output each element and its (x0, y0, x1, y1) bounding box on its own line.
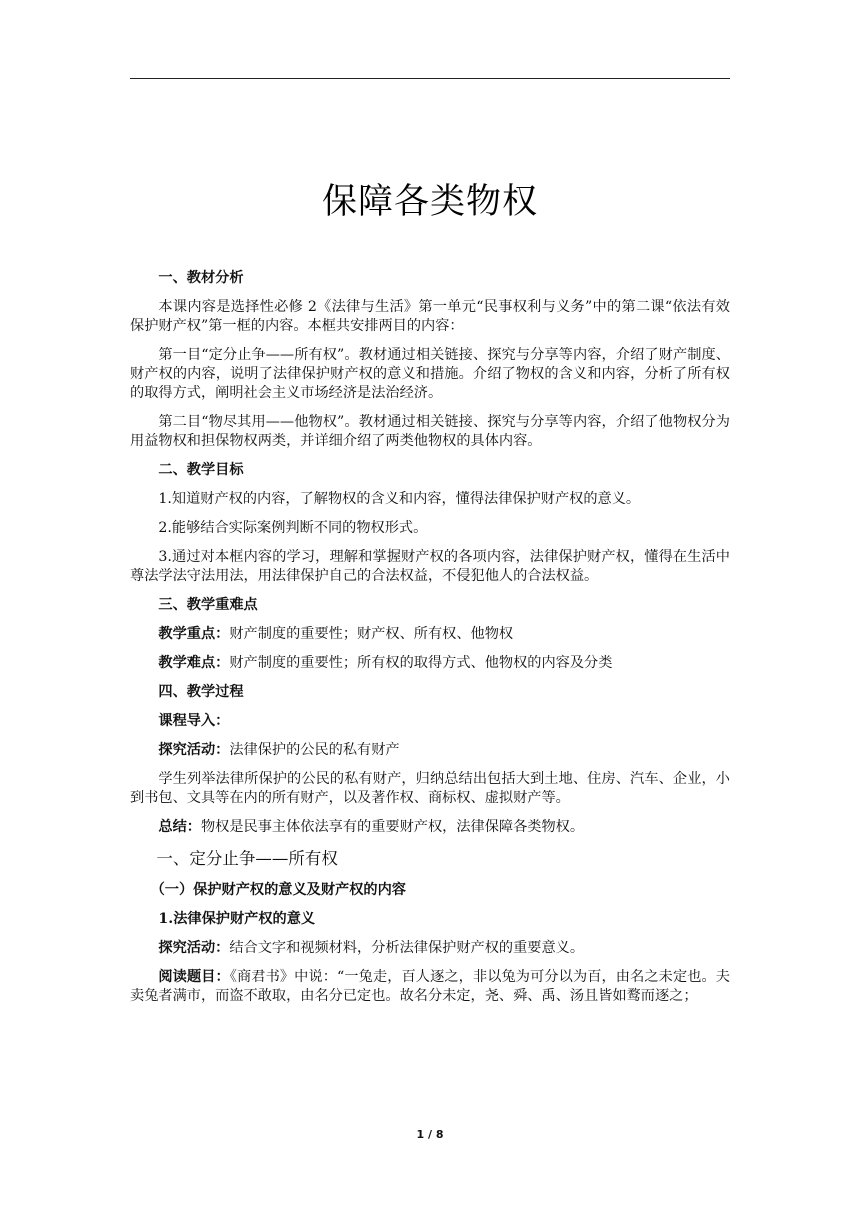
reading-question-line (130, 963, 730, 1011)
explore-activity-2-label: 探究活动： (158, 940, 230, 956)
point-heading-significance: 1.法律保护财产权的意义 (158, 911, 316, 927)
chapter-heading-ownership: 一、定分止争——所有权 (156, 849, 338, 868)
summary-text: 物权是民事主体依法享有的重要财产权，法律保障各类物权。 (200, 819, 585, 835)
course-intro-heading: 课程导入： (158, 713, 230, 729)
summary-line (130, 813, 730, 842)
subsection-heading-property-rights: （一）保护财产权的意义及财产权的内容 (150, 882, 406, 898)
explore-activity-line (130, 736, 730, 765)
key-point-text: 财产制度的重要性；财产权、所有权、他物权 (229, 626, 514, 642)
difficult-point-text: 财产制度的重要性；所有权的取得方式、他物权的内容及分类 (229, 655, 613, 671)
explore-activity-text: 法律保护的公民的私有财产 (229, 742, 400, 758)
reading-question-text: 《商君书》中说：“一兔走，百人逐之，非以兔为可分以为百，由名之未定也。夫卖兔者满市，而盗不敢取，由名分已定也。故名分未定，尧、舜、禹、汤且皆如鹜而逐之； (130, 969, 730, 1004)
section-heading-key-points: 三、教学重难点 (158, 597, 258, 613)
difficult-point-label: 教学难点： (158, 655, 230, 671)
document-body (130, 264, 730, 1011)
section-heading-teaching-process: 四、教学过程 (158, 684, 244, 700)
summary-label: 总结： (158, 819, 201, 835)
section-heading-teaching-goals: 二、教学目标 (158, 462, 244, 478)
difficult-point-line (130, 649, 730, 678)
key-point-label: 教学重点： (158, 626, 230, 642)
document-title: 保障各类物权 (321, 182, 538, 222)
explore-activity-2-line (130, 934, 730, 963)
goal-item-1: 1.知道财产权的内容，了解物权的含义和内容，懂得法律保护财产权的意义。 (158, 491, 641, 507)
explore-activity-2-text: 结合文字和视频材料，分析法律保护财产权的重要意义。 (229, 940, 585, 956)
explore-activity-label: 探究活动： (158, 742, 230, 758)
paragraph-first-item: 第一目“定分止争——所有权”。教材通过相关链接、探究与分享等内容，介绍了财产制度、财产权的内容，说明了法律保护财产权的意义和措施。介绍了物权的含义和内容，分析了所有权的取得方式，阐明社会主义市场经济是法治经济。 (130, 347, 730, 401)
page-number: 1 / 8 (416, 1128, 444, 1141)
goal-item-2: 2.能够结合实际案例判断不同的物权形式。 (158, 520, 428, 536)
reading-question-label: 阅读题目： (158, 969, 230, 985)
paragraph-second-item: 第二目“物尽其用——他物权”。教材通过相关链接、探究与分享等内容，介绍了他物权分为用益物权和担保物权两类，并详细介绍了两类他物权的具体内容。 (130, 414, 730, 449)
goal-item-3: 3.通过对本框内容的学习，理解和掌握财产权的各项内容，法律保护财产权，懂得在生活中尊法学法守法用法，用法律保护自己的合法权益，不侵犯他人的合法权益。 (130, 549, 730, 584)
paragraph-student-list: 学生列举法律所保护的公民的私有财产，归纳总结出包括大到土地、住房、汽车、企业，小到书包、文具等在内的所有财产，以及著作权、商标权、虚拟财产等。 (130, 771, 730, 806)
header-rule (130, 78, 730, 79)
section-heading-textbook-analysis: 一、教材分析 (158, 270, 244, 286)
key-point-line (130, 620, 730, 649)
paragraph-intro: 本课内容是选择性必修 2《法律与生活》第一单元“民事权利与义务”中的第二课“依法有效保护财产权”第一框的内容。本框共安排两目的内容： (130, 299, 730, 334)
